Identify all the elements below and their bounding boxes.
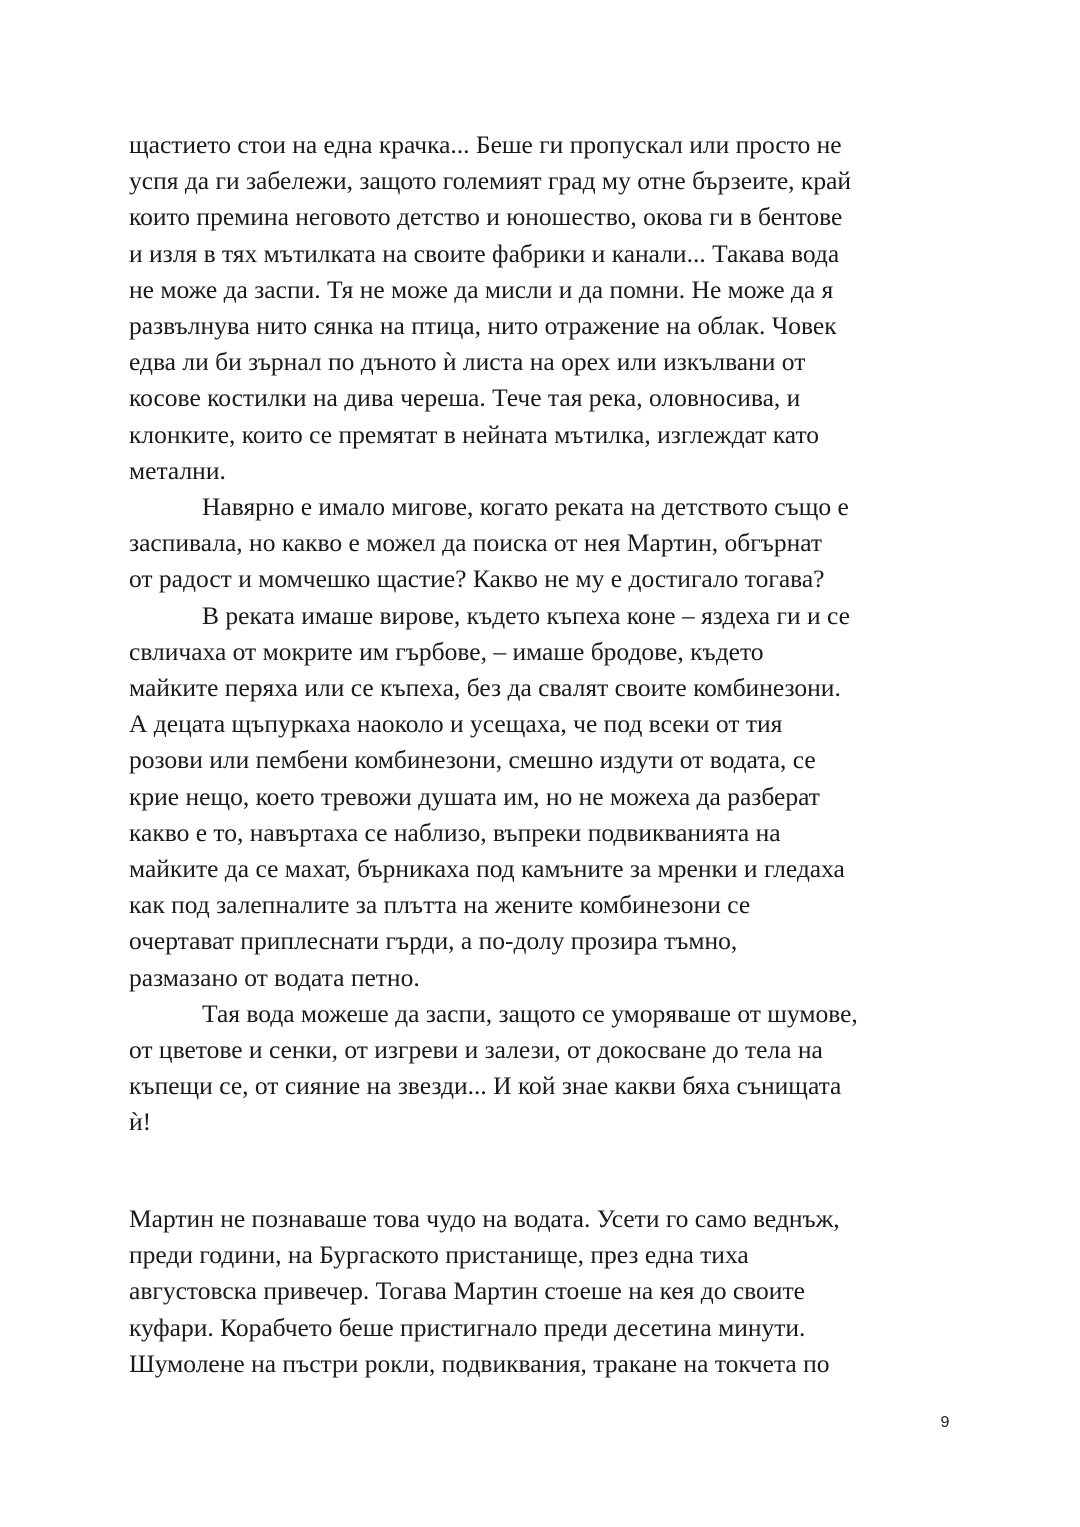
text-line: майките перяха или се къпеха, без да свалят своите комбинезони. [129,673,841,703]
text-line: и изля в тях мътилката на своите фабрики и канали... Такава вода [129,238,840,268]
text-line: свличаха от мокрите им гърбове, – имаше бродове, където [129,636,764,666]
text-line: очертават приплеснати гърди, а по-долу прозира тъмно, [129,926,738,956]
paragraph [129,127,951,489]
text-line: Навярно е имало мигове, когато реката на детството също е [202,492,849,522]
text-line: ѝ! [129,1107,152,1137]
text-line: успя да ги забележи, защото големият град му отне бързеите, край [129,166,852,196]
text-line: метални. [129,455,226,485]
text-line: клонките, които се премятат в нейната мътилка, изглеждат като [129,419,820,449]
text-line: как под залепналите за плътта на жените комбинезони се [129,890,751,920]
text-line: крие нещо, което тревожи душата им, но не можеха да разберат [129,781,820,811]
second-text-block [129,1201,951,1382]
text-line: В реката имаше вирове, където къпеха коне – яздеха ги и се [202,600,850,630]
text-line: щастието стои на една крачка... Беше ги пропускал или просто не [129,130,842,159]
text-line: заспивала, но какво е можел да поиска от нея Мартин, обгърнат [129,528,823,558]
text-line: размазано от водата петно. [129,962,420,992]
text-line: розови или пембени комбинезони, смешно издути от водата, се [129,745,816,775]
text-line: косове костилки на дива череша. Тече тая река, оловносива, и [129,383,801,413]
text-line: августовска привечер. Тогава Мартин стоеше на кея до своите [129,1276,805,1306]
text-line: Тая вода можеше да заспи, защото се уморяваше от шумове, [202,998,858,1028]
text-line: Мартин не познаваше това чудо на водата. Усети го само веднъж, [129,1204,840,1233]
text-line: къпещи се, от сияние на звезди... И кой знае какви бяха сънищата [129,1071,842,1101]
text-line: от радост и момчешко щастие? Какво не му е достигало тогава? [129,564,825,594]
text-line: от цветове и сенки, от изгреви и залези, от докосване до тела на [129,1035,823,1065]
text-line: Шумолене на пъстри рокли, подвиквания, тракане на токчета по [129,1348,830,1378]
main-text-block [129,127,951,1141]
text-line: А децата щъпуркаха наоколо и усещаха, че под всеки от тия [129,709,783,739]
paragraph [129,598,951,996]
text-line: майките да се махат, бърникаха под камъните за мренки и гледаха [129,854,845,884]
text-line: какво е то, навъртаха се наблизо, въпреки подвикванията на [129,817,781,847]
paragraph [129,489,951,598]
page-number: 9 [940,1414,950,1431]
text-line: куфари. Корабчето беше пристигнало преди десетина минути. [129,1312,806,1342]
text-line: не може да заспи. Тя не може да мисли и да помни. Не може да я [129,274,834,304]
text-line: едва ли би зърнал по дъното ѝ листа на орех или изкълвани от [129,347,806,377]
paragraph [129,996,951,1141]
text-line: преди години, на Бургаското пристанище, през една тиха [129,1240,749,1270]
paragraph [129,1201,951,1382]
text-line: развълнува нито сянка на птица, нито отражение на облак. Човек [129,311,837,341]
text-line: които премина неговото детство и юношество, окова ги в бентове [129,202,843,232]
